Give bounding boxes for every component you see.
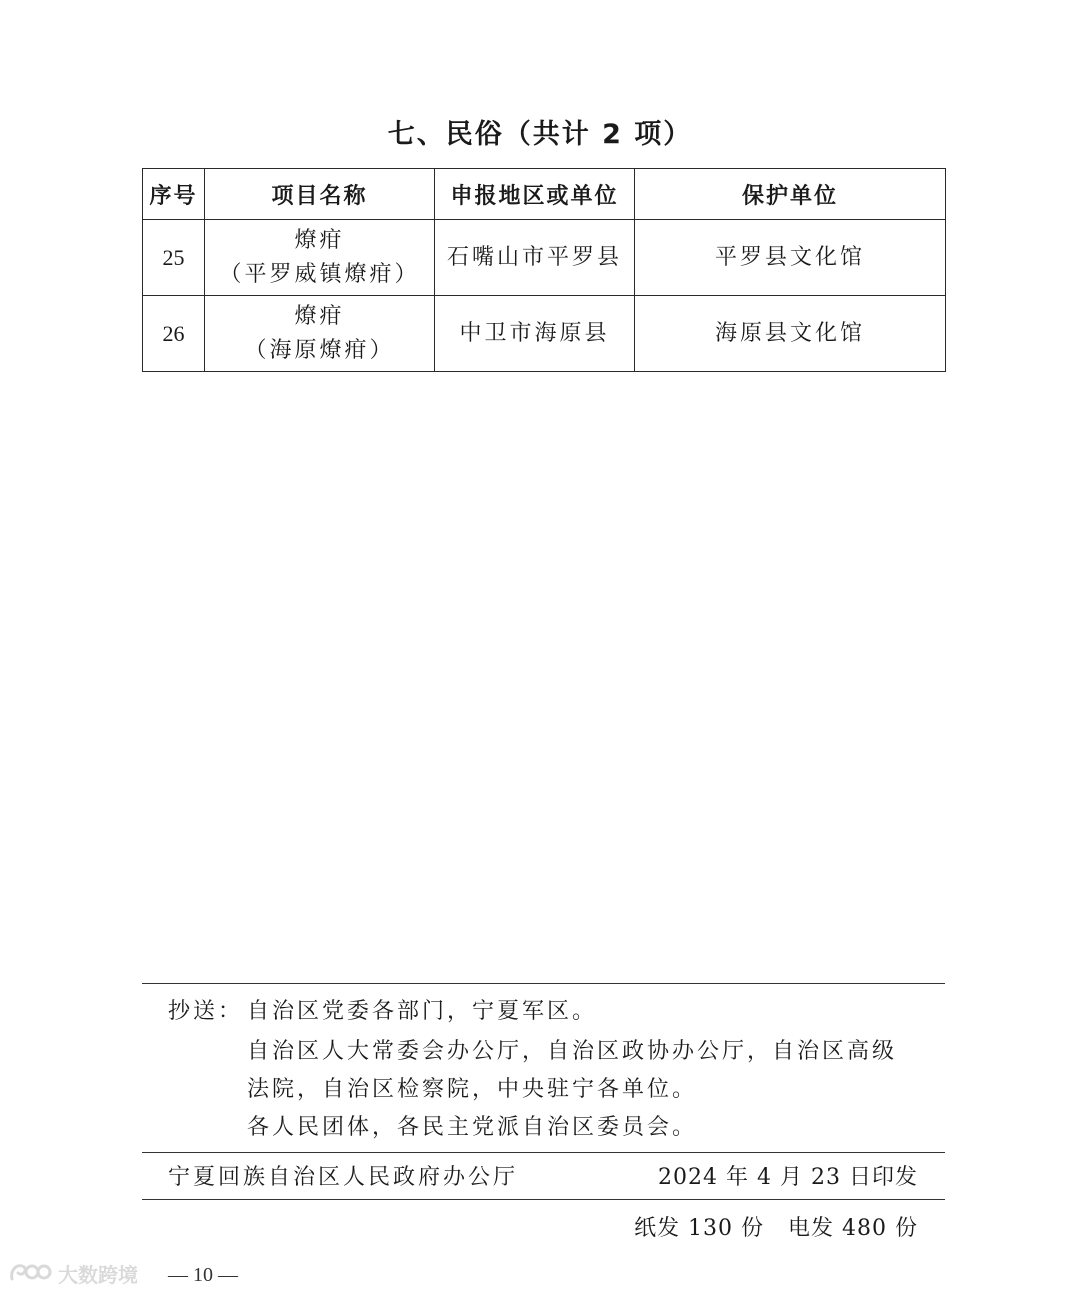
project-subname: （海原燎疳）: [244, 337, 395, 363]
row-project-name: [205, 220, 435, 296]
distribution-line: 自治区人大常委会办公厅，自治区政协办公厅，自治区高级: [247, 1039, 898, 1064]
section-title: 七、民俗（共计 2 项）: [387, 119, 693, 150]
copies-count: 纸发 130 份 电发 480 份: [634, 1216, 918, 1241]
header-region: 申报地区或单位: [435, 169, 635, 220]
distribution-line: 法院，自治区检察院，中央驻宁各单位。: [247, 1077, 698, 1102]
heritage-table: [142, 168, 946, 372]
project-name: 燎疳: [294, 303, 345, 329]
distribution-line: 各人民团体，各民主党派自治区委员会。: [247, 1115, 698, 1140]
divider-middle: [142, 1152, 945, 1153]
table-row: [143, 296, 946, 372]
project-name: 燎疳: [294, 227, 345, 253]
issue-date: 2024 年 4 月 23 日印发: [658, 1165, 918, 1190]
issuing-office: 宁夏回族自治区人民政府办公厅: [168, 1165, 519, 1190]
distribution-label: 抄送：: [168, 999, 244, 1024]
table-row: [143, 220, 946, 296]
distribution-line: 自治区党委各部门，宁夏军区。: [247, 999, 598, 1024]
project-subname: （平罗威镇燎疳）: [219, 261, 420, 287]
header-protection-unit: 保护单位: [635, 169, 946, 220]
page-number: — 10 —: [168, 1264, 238, 1286]
row-protection-unit: 平罗县文化馆: [635, 220, 946, 296]
row-serial: 26: [143, 296, 205, 372]
row-protection-unit: 海原县文化馆: [635, 296, 946, 372]
row-serial: 25: [143, 220, 205, 296]
watermark: [8, 1256, 138, 1290]
header-project-name: 项目名称: [205, 169, 435, 220]
row-region: 中卫市海原县: [435, 296, 635, 372]
divider-top: [142, 983, 945, 984]
table-header-row: [143, 169, 946, 220]
divider-bottom: [142, 1199, 945, 1200]
brand-logo-icon: [8, 1259, 52, 1287]
watermark-text: 大数跨境: [58, 1262, 138, 1287]
header-serial: 序号: [143, 169, 205, 220]
row-project-name: [205, 296, 435, 372]
row-region: 石嘴山市平罗县: [435, 220, 635, 296]
